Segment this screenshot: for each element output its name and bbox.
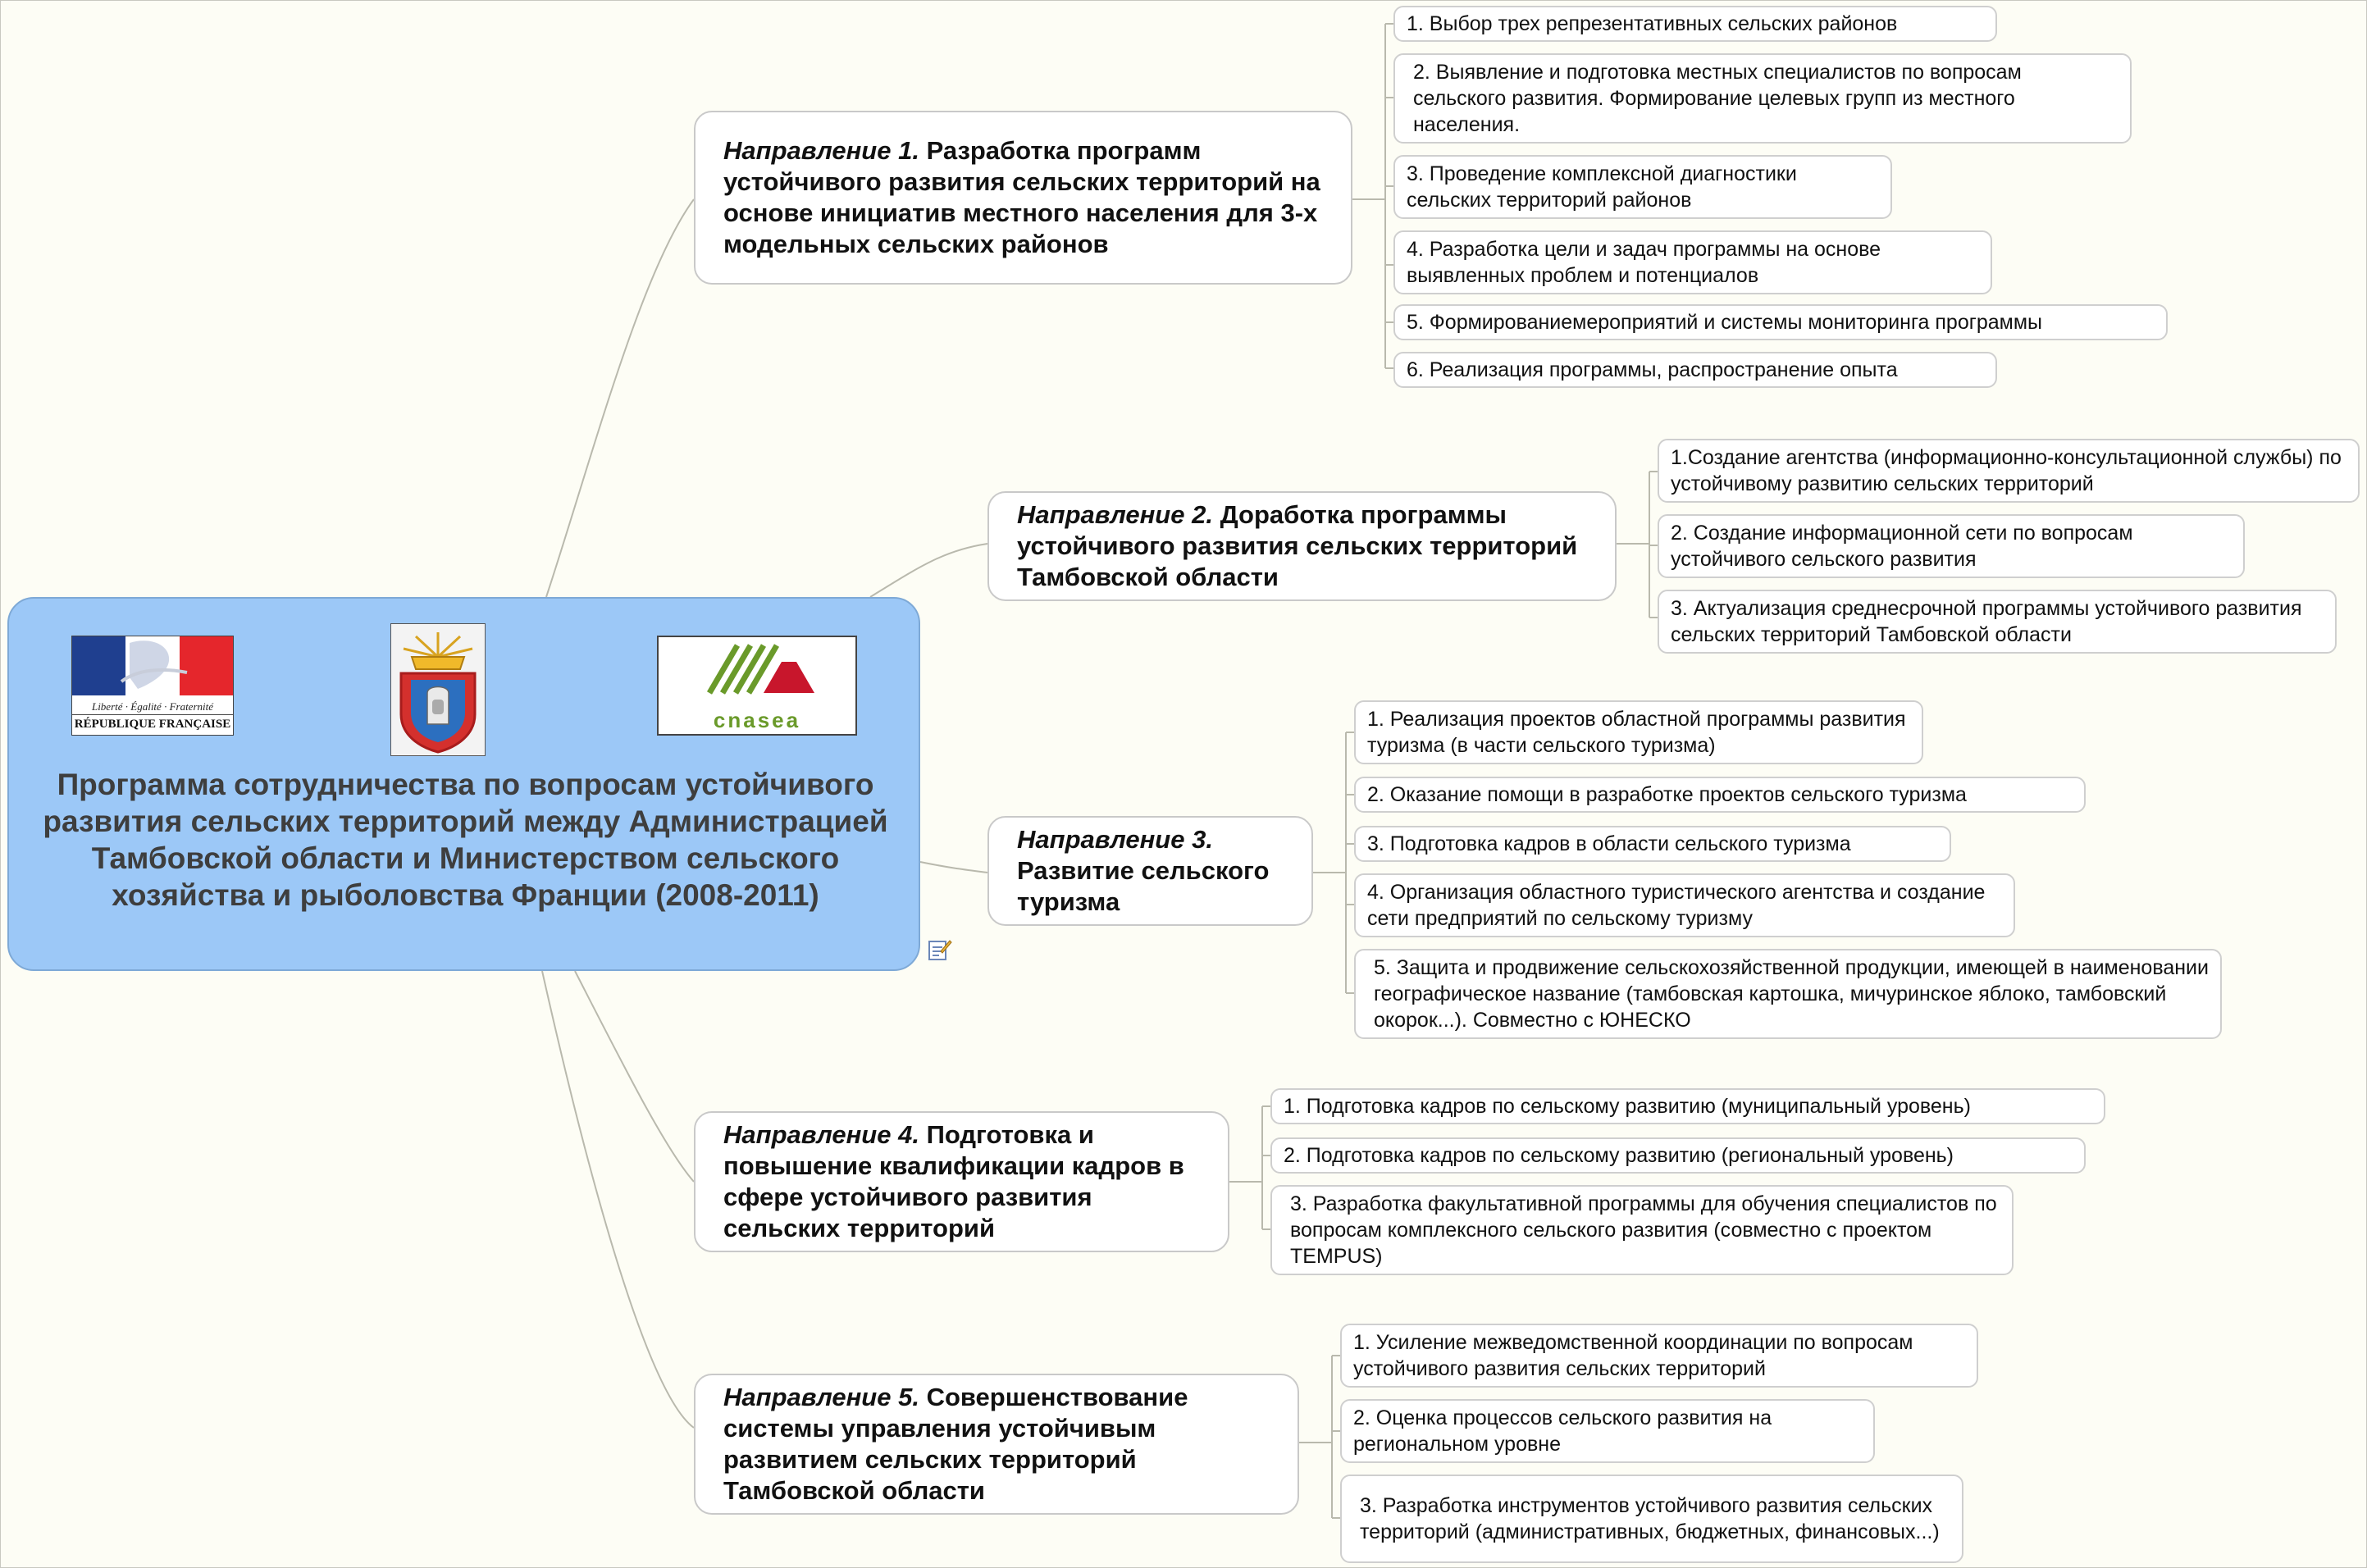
item-text: 4. Организация областного туристического агентства и создание сети предприятий по сельскому туризму xyxy=(1367,881,1986,930)
connector-line xyxy=(920,862,987,873)
item-text: 1.Создание агентства (информационно-консультационной службы) по устойчивому развитию сельских территорий xyxy=(1671,446,2342,495)
direction-1-item-3[interactable] xyxy=(1393,155,1892,219)
connector-line xyxy=(870,544,987,597)
direction-label: Направление 5. xyxy=(723,1383,919,1411)
direction-title: Подготовка и повышение квалификации кадров в сфере устойчивого развития сельских территорий xyxy=(723,1120,1184,1242)
direction-5-item-2[interactable] xyxy=(1340,1399,1875,1463)
direction-4-topic[interactable] xyxy=(694,1111,1229,1252)
direction-3-item-2[interactable] xyxy=(1354,777,2086,813)
direction-1-item-4[interactable] xyxy=(1393,230,1992,294)
direction-3-item-5[interactable] xyxy=(1354,949,2222,1039)
direction-5-item-1[interactable] xyxy=(1340,1324,1978,1388)
direction-label: Направление 4. xyxy=(723,1120,919,1149)
central-topic-title: Программа сотрудничества по вопросам устойчивого развития сельских территорий между Администрацией Тамбовской области и Министерством сельского хозяйства и рыболовства Франции (2008-2011) xyxy=(43,768,888,912)
direction-title: Доработка программы устойчивого развития сельских территорий Тамбовской области xyxy=(1017,500,1578,591)
logo-text: cnasea xyxy=(713,708,801,732)
direction-1-item-6[interactable] xyxy=(1393,352,1997,388)
direction-2-item-2[interactable] xyxy=(1658,514,2245,578)
cnasea-logo xyxy=(657,636,857,736)
connector-line xyxy=(546,199,694,597)
direction-2-item-1[interactable] xyxy=(1658,439,2360,503)
item-text: 3. Актуализация среднесрочной программы устойчивого развития сельских территорий Тамбовской области xyxy=(1671,597,2302,646)
item-text: 1. Реализация проектов областной программы развития туризма (в части сельского туризма) xyxy=(1367,708,1906,757)
direction-1-topic[interactable] xyxy=(694,111,1352,285)
direction-4-item-2[interactable] xyxy=(1270,1137,2086,1174)
bracket-direction-2 xyxy=(1649,472,1658,618)
direction-2-topic[interactable] xyxy=(987,491,1617,601)
tambov-coat-of-arms-logo xyxy=(390,623,486,756)
item-text: 2. Оценка процессов сельского развития на региональном уровне xyxy=(1353,1406,1772,1456)
item-text: 5. Формированиемероприятий и системы мониторинга программы xyxy=(1407,311,2043,334)
direction-1-item-5[interactable] xyxy=(1393,304,2168,340)
direction-1-item-2[interactable] xyxy=(1393,53,2132,144)
item-text: 1. Выбор трех репрезентативных сельских районов xyxy=(1407,12,1898,35)
item-text: 2. Создание информационной сети по вопросам устойчивого сельского развития xyxy=(1671,522,2133,571)
direction-5-item-3[interactable] xyxy=(1340,1475,1963,1563)
direction-4-item-3[interactable] xyxy=(1270,1185,2014,1275)
note-icon[interactable] xyxy=(928,937,952,961)
logo-text: RÉPUBLIQUE FRANÇAISE xyxy=(72,714,233,733)
connector-line xyxy=(542,971,694,1428)
item-text: 3. Подготовка кадров в области сельского туризма xyxy=(1367,832,1851,855)
direction-title: Развитие сельского туризма xyxy=(1017,856,1270,916)
bracket-direction-3 xyxy=(1346,732,1354,993)
direction-title: Разработка программ устойчивого развития сельских территорий на основе инициатив местного населения для 3-х модельных сельских районов xyxy=(723,136,1320,258)
direction-label: Направление 1. xyxy=(723,136,919,165)
item-text: 2. Оказание помощи в разработке проектов сельского туризма xyxy=(1367,783,1967,806)
direction-label: Направление 3. xyxy=(1017,825,1213,854)
logo-motto: Liberté · Égalité · Fraternité xyxy=(91,700,214,713)
direction-label: Направление 2. xyxy=(1017,500,1213,529)
item-text: 5. Защита и продвижение сельскохозяйственной продукции, имеющей в наименовании географическое название (тамбовская картошка, мичуринское яблоко, тамбовский окорок...). Совместно с ЮНЕСКО xyxy=(1374,956,2209,1032)
item-text: 4. Разработка цели и задач программы на основе выявленных проблем и потенциалов xyxy=(1407,238,1881,287)
item-text: 3. Разработка факультативной программы для обучения специалистов по вопросам комплексного сельского развития (совместно с проектом TEMPUS) xyxy=(1290,1192,1997,1268)
direction-1-item-1[interactable] xyxy=(1393,6,1997,42)
direction-2-item-3[interactable] xyxy=(1658,590,2337,654)
direction-3-topic[interactable] xyxy=(987,816,1313,926)
item-text: 2. Подготовка кадров по сельскому развитию (региональный уровень) xyxy=(1284,1144,1954,1167)
direction-3-item-1[interactable] xyxy=(1354,700,1923,764)
bracket-direction-4 xyxy=(1262,1106,1270,1229)
item-text: 1. Усиление межведомственной координации по вопросам устойчивого развития сельских территорий xyxy=(1353,1331,1913,1380)
direction-3-item-3[interactable] xyxy=(1354,826,1951,862)
direction-5-topic[interactable] xyxy=(694,1374,1299,1515)
direction-3-item-4[interactable] xyxy=(1354,873,2015,937)
item-text: 6. Реализация программы, распространение опыта xyxy=(1407,358,1898,381)
item-text: 1. Подготовка кадров по сельскому развитию (муниципальный уровень) xyxy=(1284,1095,1971,1118)
item-text: 2. Выявление и подготовка местных специалистов по вопросам сельского развития. Формирование целевых групп из местного населения. xyxy=(1413,61,2022,136)
connector-line xyxy=(575,971,694,1182)
bracket-direction-5 xyxy=(1332,1356,1340,1518)
direction-4-item-1[interactable] xyxy=(1270,1088,2105,1124)
item-text: 3. Проведение комплексной диагностики сельских территорий районов xyxy=(1407,162,1797,212)
central-topic[interactable] xyxy=(7,597,920,971)
item-text: 3. Разработка инструментов устойчивого развития сельских территорий (административных, бюджетных, финансовых...) xyxy=(1360,1494,1940,1543)
french-republic-logo xyxy=(71,636,234,736)
direction-title: Совершенствование системы управления устойчивым развитием сельских территорий Тамбовской области xyxy=(723,1383,1188,1505)
bracket-direction-1 xyxy=(1385,24,1393,368)
